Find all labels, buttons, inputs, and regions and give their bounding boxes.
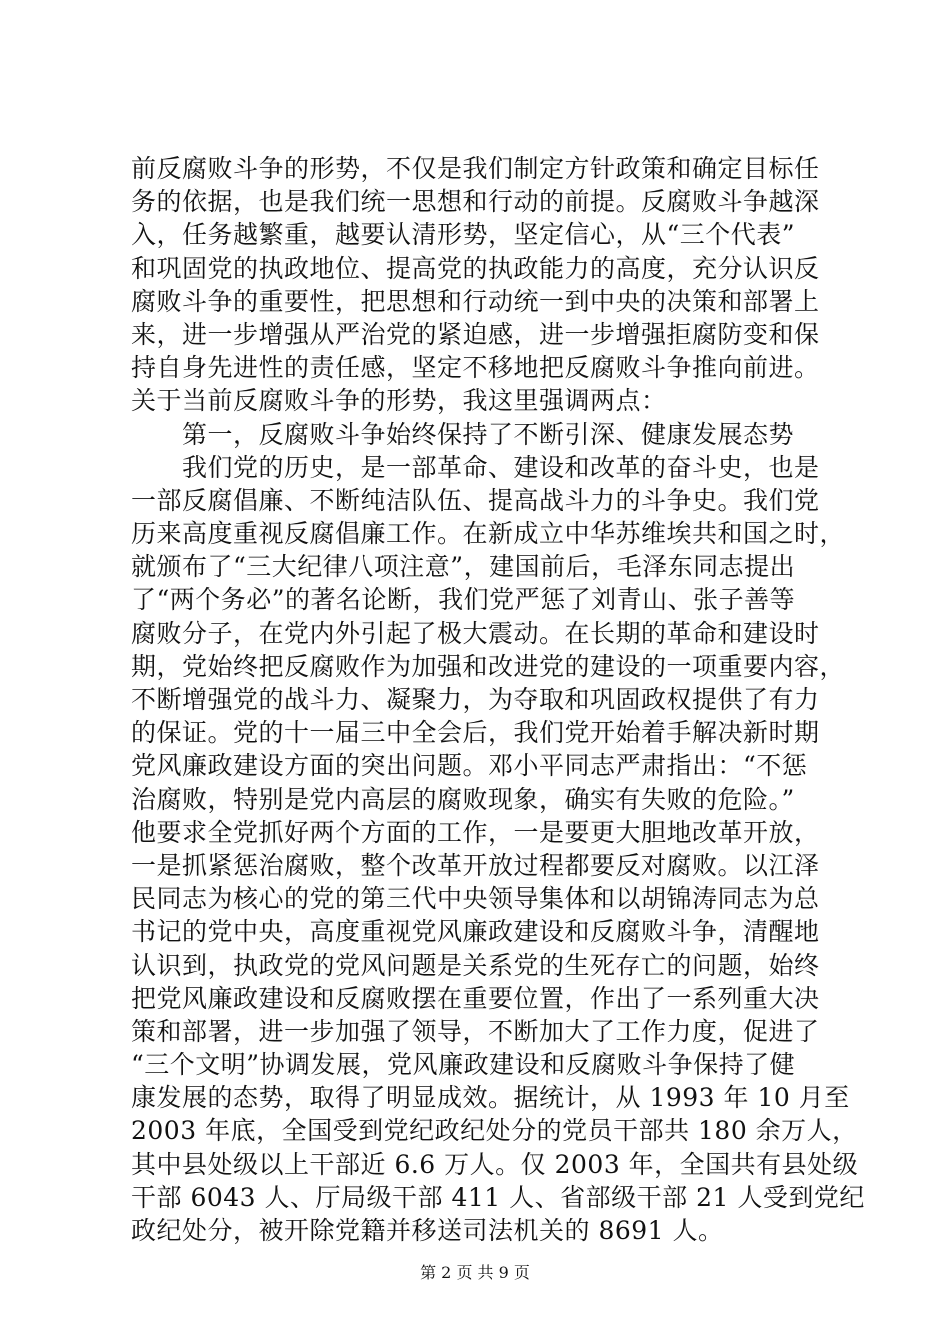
text-line: 其中县处级以上干部近 6.6 万人。仅 2003 年，全国共有县处级 [131,1149,859,1179]
text-line: 策和部署，进一步加强了领导，不断加大了工作力度，促进了 [131,1016,820,1046]
text-line: 我们党的历史，是一部革命、建设和改革的奋斗史，也是 [131,452,820,482]
text-line: 务的依据，也是我们统一思想和行动的前提。反腐败斗争越深 [131,187,820,217]
text-line: 腐败斗争的重要性，把思想和行动统一到中央的决策和部署上 [131,286,820,316]
text-line: 入，任务越繁重，越要认清形势，坚定信心，从“三个代表” [131,220,796,250]
text-line: 持自身先进性的责任感，坚定不移地把反腐败斗争推向前进。 [131,353,820,383]
document-body [131,152,865,1247]
text-line: 康发展的态势，取得了明显成效。据统计，从 1993 年 10 月至 [131,1083,850,1113]
text-line: 干部 6043 人、厅局级干部 411 人、省部级干部 21 人受到党纪 [131,1182,865,1212]
text-line: 2003 年底，全国受到党纪政纪处分的党员干部共 180 余万人， [131,1116,858,1146]
text-line: 认识到，执政党的党风问题是关系党的生死存亡的问题，始终 [131,950,820,980]
text-line: 政纪处分，被开除党籍并移送司法机关的 8691 人。 [131,1216,724,1245]
text-line: “三个文明”协调发展，党风廉政建设和反腐败斗争保持了健 [131,1050,796,1080]
text-line: 期，党始终把反腐败作为加强和改进党的建设的一项重要内容， [131,651,846,681]
text-line: 不断增强党的战斗力、凝聚力，为夺取和巩固政权提供了有力 [131,685,820,714]
text-line: 一部反腐倡廉、不断纯洁队伍、提高战斗力的斗争史。我们党 [131,485,820,515]
text-line: 他要求全党抓好两个方面的工作，一是要更大胆地改革开放， [131,817,820,847]
section-heading: 第一，反腐败斗争始终保持了不断引深、健康发展态势 [131,419,795,449]
text-line: 了“两个务必”的著名论断，我们党严惩了刘青山、张子善等 [131,585,796,615]
text-line: 就颁布了“三大纪律八项注意”，建国前后，毛泽东同志提出 [131,552,796,582]
text-line: 一是抓紧惩治腐败，整个改革开放过程都要反对腐败。以江泽 [131,850,820,880]
text-line: 前反腐败斗争的形势，不仅是我们制定方针政策和确定目标任 [131,154,820,183]
text-line: 把党风廉政建设和反腐败摆在重要位置，作出了一系列重大决 [131,983,820,1013]
text-line: 的保证。党的十一届三中全会后，我们党开始着手解决新时期 [131,718,820,748]
text-line: 民同志为核心的党的第三代中央领导集体和以胡锦涛同志为总 [131,884,820,914]
text-line: 腐败分子，在党内外引起了极大震动。在长期的革命和建设时 [131,618,820,648]
text-line: 书记的党中央，高度重视党风廉政建设和反腐败斗争，清醒地 [131,917,820,947]
text-line: 党风廉政建设方面的突出问题。邓小平同志严肃指出：“不惩 [131,751,808,781]
text-line: 历来高度重视反腐倡廉工作。在新成立中华苏维埃共和国之时， [131,519,846,549]
page-number-footer: 第 2 页 共 9 页 [420,1263,530,1282]
text-line: 来，进一步增强从严治党的紧迫感，进一步增强拒腐防变和保 [131,319,820,349]
text-line: 和巩固党的执政地位、提高党的执政能力的高度，充分认识反 [131,253,820,283]
text-line: 关于当前反腐败斗争的形势，我这里强调两点： [131,386,667,416]
text-line: 治腐败，特别是党内高层的腐败现象，确实有失败的危险。” [131,784,795,814]
